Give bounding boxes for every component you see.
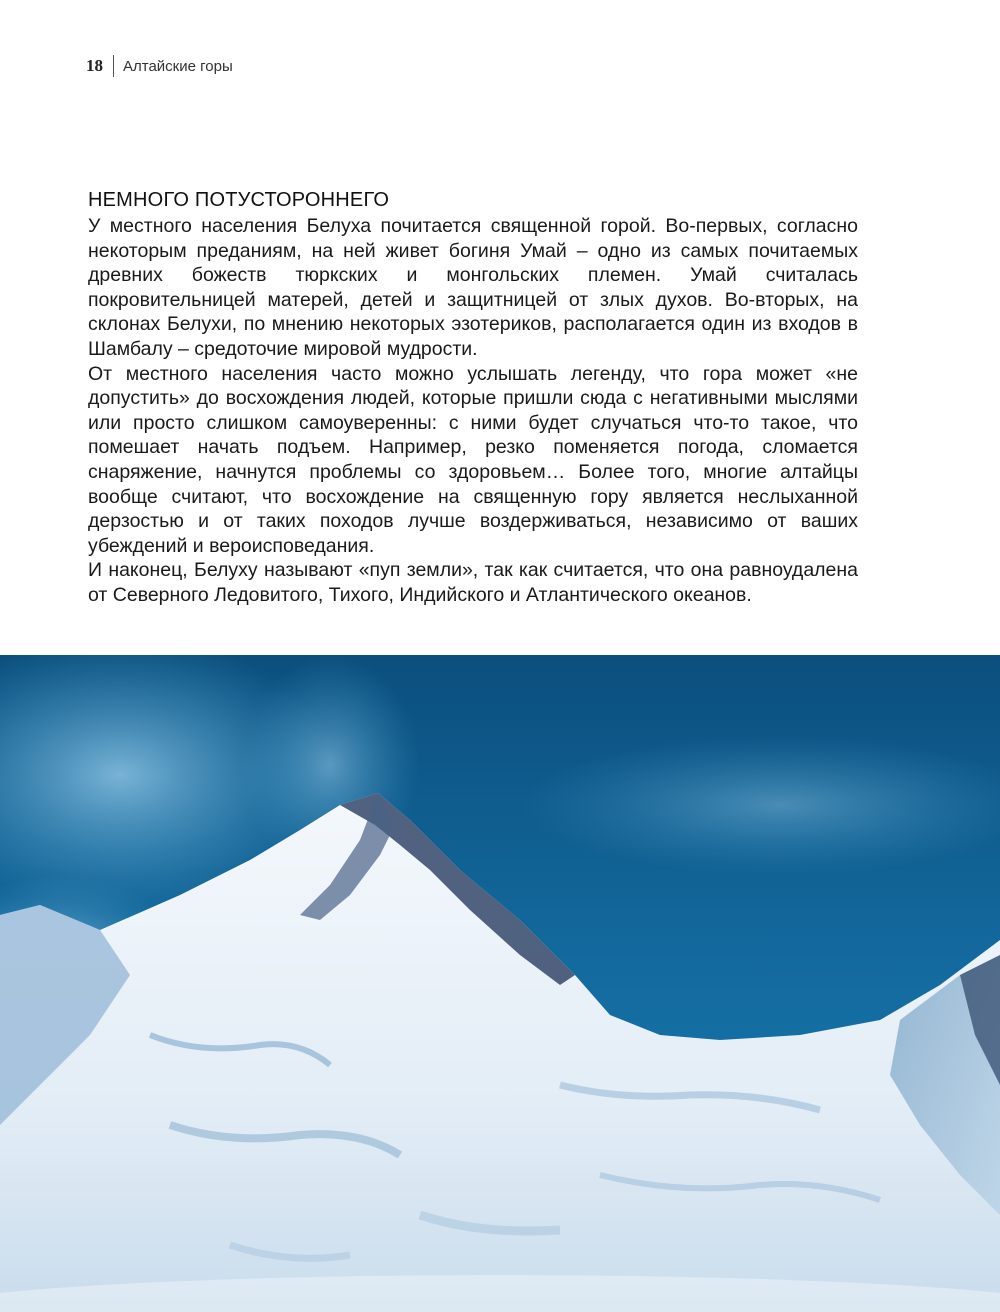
paragraph: И наконец, Белуху называют «пуп земли», так как считается, что она равноудалена от Северного Ледовитого, Тихого, Индийского и Атлантического океанов. — [88, 559, 858, 606]
mountain-peak-photo — [0, 655, 1000, 1312]
paragraph: От местного населения часто можно услышать легенду, что гора может «не допустить» до восхождения людей, которые пришли сюда с негативными мыслями или просто слишком самоуверенны: с ними будет случаться что-то такое, что помешает начать подъем. Например, резко поменяется погода, сломается снаряжение, начнутся проблемы со здоровьем… Более того, многие алтайцы вообще считают, что восхождение на священную гору является неслыханной дерзостью и от таких походов лучше воздерживаться, независимо от ваших убеждений и вероисповедания. — [88, 362, 858, 557]
paragraph: У местного населения Белуха почитается священной горой. Во-первых, согласно некоторым преданиям, на ней живет богиня Умай – одно из самых почитаемых древних божеств тюркских и монгольских племен. Умай считалась покровительницей матерей, детей и защитницей от злых духов. Во-вторых, на склонах Белухи, по мнению некоторых эзотериков, располагается один из входов в Шамбалу – средоточие мировой мудрости. — [88, 215, 858, 360]
mountain-illustration — [0, 655, 1000, 1312]
header-divider — [113, 55, 114, 77]
article-body — [88, 214, 858, 608]
page-number: 18 — [86, 56, 103, 75]
running-title: Алтайские горы — [123, 57, 233, 75]
running-head — [86, 54, 233, 78]
section-heading: НЕМНОГО ПОТУСТОРОННЕГО — [88, 189, 390, 211]
